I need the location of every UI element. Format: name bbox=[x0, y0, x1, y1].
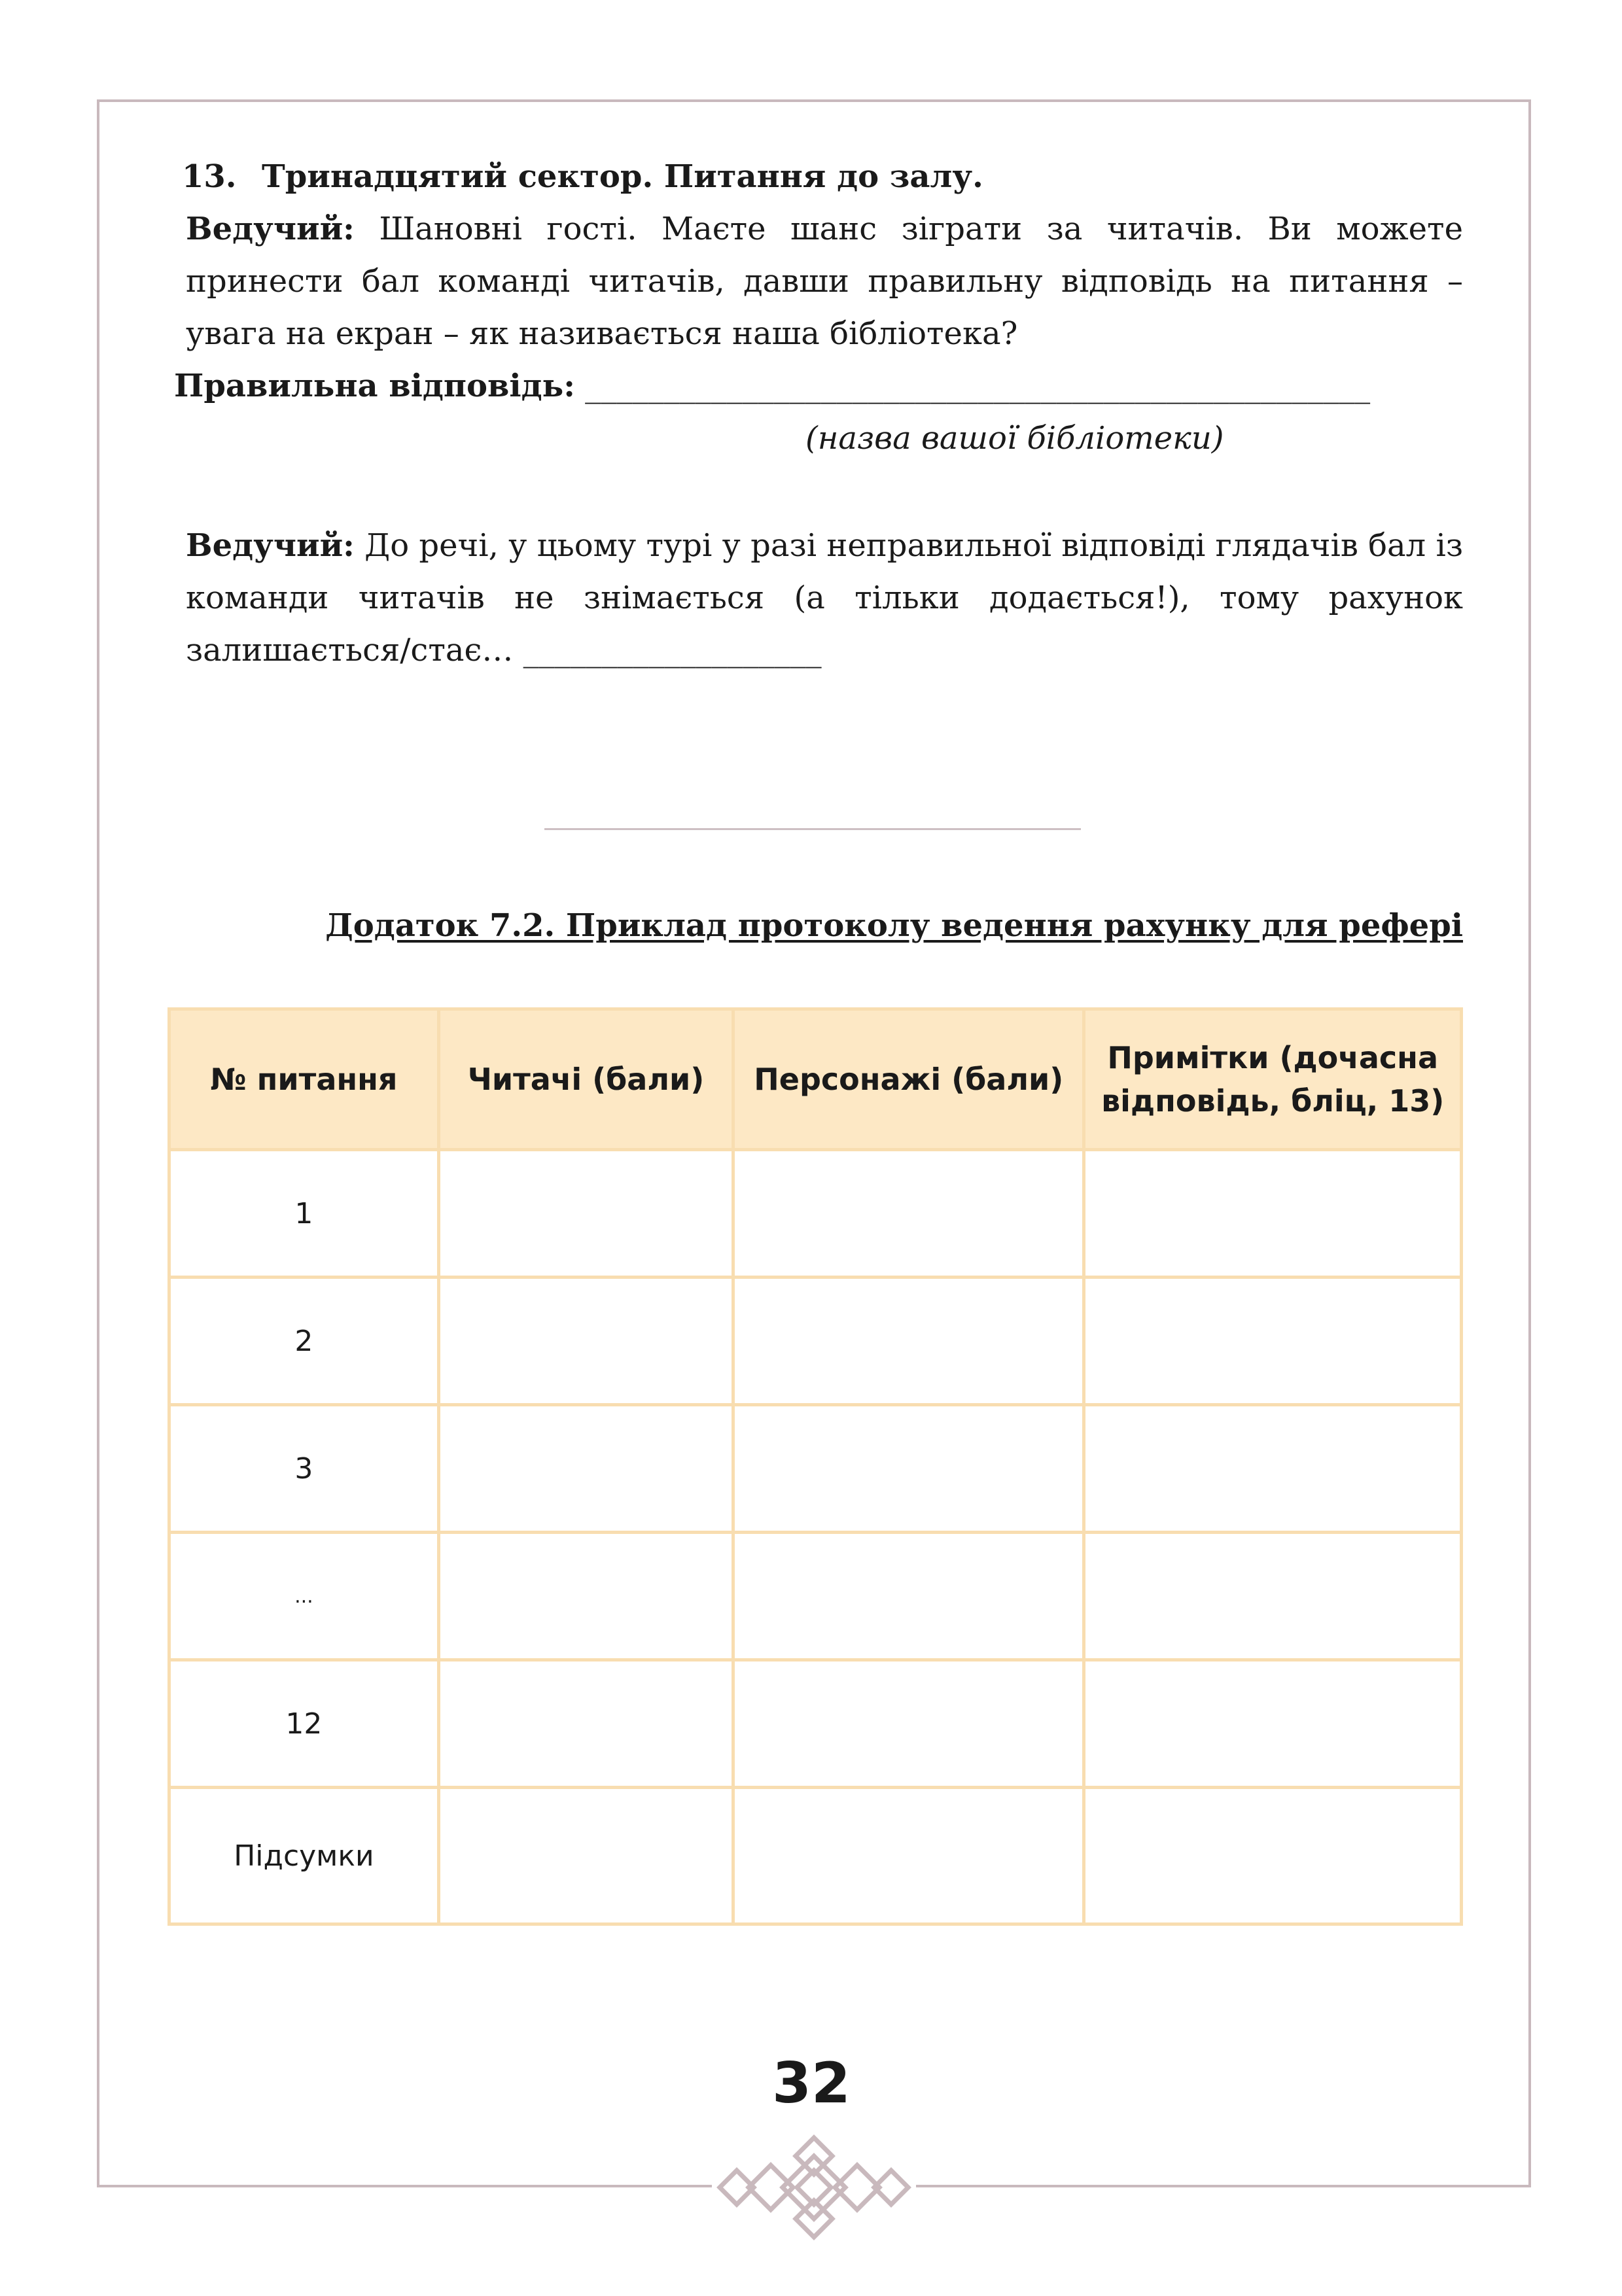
readers-cell bbox=[438, 1405, 733, 1533]
header-question-number: № питання bbox=[169, 1009, 439, 1150]
score-table bbox=[167, 1007, 1463, 1926]
frame-bottom-line-left bbox=[97, 2185, 712, 2187]
section-number: 13. bbox=[182, 158, 237, 195]
readers-cell bbox=[438, 1533, 733, 1660]
section-separator bbox=[544, 828, 1081, 830]
host-note-paragraph bbox=[167, 519, 1463, 676]
host-label: Ведучий: bbox=[186, 527, 355, 564]
notes-cell bbox=[1084, 1660, 1462, 1788]
row-label: 2 bbox=[169, 1278, 439, 1405]
table-row bbox=[169, 1150, 1462, 1278]
header-characters-points: Персонажі (бали) bbox=[733, 1009, 1084, 1150]
readers-cell bbox=[438, 1278, 733, 1405]
correct-answer-label: Правильна відповідь: bbox=[174, 368, 575, 404]
readers-cell bbox=[438, 1660, 733, 1788]
characters-cell bbox=[733, 1788, 1084, 1924]
notes-cell bbox=[1084, 1533, 1462, 1660]
frame-bottom-line-right bbox=[916, 2185, 1531, 2187]
notes-cell bbox=[1084, 1788, 1462, 1924]
row-label: Підсумки bbox=[169, 1788, 439, 1924]
notes-cell bbox=[1084, 1150, 1462, 1278]
characters-cell bbox=[733, 1405, 1084, 1533]
host-intro-text: Шановні гості. Маєте шанс зіграти за читачів. Ви можете принести бал команді читачів, давши правильну відповідь на питання – увага на екран – як називається наша бібліотека? bbox=[186, 211, 1463, 352]
section-title: Тринадцятий сектор. Питання до залу. bbox=[262, 158, 983, 195]
readers-cell bbox=[438, 1788, 733, 1924]
row-label: 12 bbox=[169, 1660, 439, 1788]
diamond-ornament-icon bbox=[711, 2134, 917, 2241]
header-notes: Примітки (дочасна відповідь, бліц, 13) bbox=[1084, 1009, 1462, 1150]
characters-cell bbox=[733, 1533, 1084, 1660]
appendix-title: Додаток 7.2. Приклад протоколу ведення рахунку для рефері bbox=[325, 907, 1463, 944]
correct-answer-blank: __________________________________________________ bbox=[574, 368, 1371, 404]
host-note-text: До речі, у цьому турі у разі неправильної відповіді глядачів бал із команди читачів не знімається (а тільки додається!), тому рахунок залишається/стає… ___________________ bbox=[186, 527, 1463, 669]
table-header-row bbox=[169, 1009, 1462, 1150]
notes-cell bbox=[1084, 1278, 1462, 1405]
host-label: Ведучий: bbox=[186, 211, 355, 247]
characters-cell bbox=[733, 1278, 1084, 1405]
table-row bbox=[169, 1660, 1462, 1788]
main-content bbox=[167, 150, 1463, 676]
page-number: 32 bbox=[772, 2051, 851, 2116]
table-row bbox=[169, 1533, 1462, 1660]
correct-answer-note: (назва вашої бібліотеки) bbox=[805, 420, 1224, 457]
row-label: 3 bbox=[169, 1405, 439, 1533]
correct-answer-line bbox=[167, 360, 1463, 412]
section-heading bbox=[167, 150, 1463, 203]
readers-cell bbox=[438, 1150, 733, 1278]
table-row-totals bbox=[169, 1788, 1462, 1924]
characters-cell bbox=[733, 1660, 1084, 1788]
row-label: 1 bbox=[169, 1150, 439, 1278]
row-label: ... bbox=[169, 1533, 439, 1660]
host-intro-paragraph bbox=[167, 203, 1463, 360]
notes-cell bbox=[1084, 1405, 1462, 1533]
header-readers-points: Читачі (бали) bbox=[438, 1009, 733, 1150]
table-row bbox=[169, 1405, 1462, 1533]
table-row bbox=[169, 1278, 1462, 1405]
characters-cell bbox=[733, 1150, 1084, 1278]
